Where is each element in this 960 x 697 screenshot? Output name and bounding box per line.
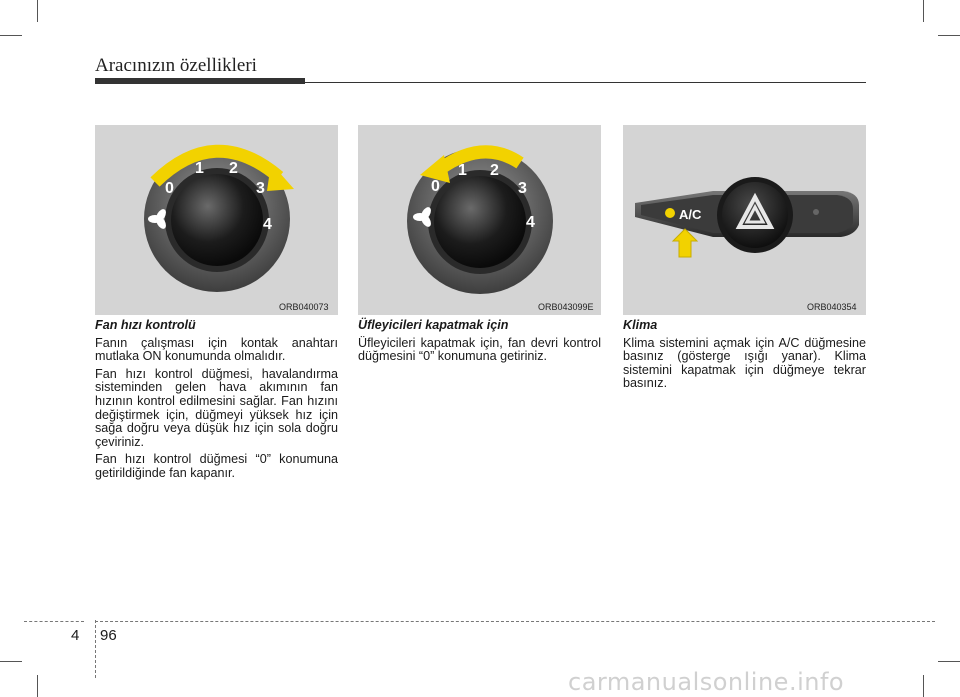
crop-mark [938,661,960,662]
dial-label-2: 2 [229,160,238,177]
crop-mark [0,35,22,36]
column-air-conditioning [623,319,866,395]
column-blower-off [358,319,601,368]
paragraph: Üfleyicileri kapatmak için, fan devri kontrol düğmesini “0” konumuna getiriniz. [358,335,601,364]
dial-label-2: 2 [490,162,499,179]
crop-mark [37,0,38,22]
footer-dashed-rule [24,621,84,622]
figure-code: ORB040354 [807,302,857,312]
column-fan-speed [95,319,338,485]
paragraph: Fan hızı kontrol düğmesi “0” konumuna getirildiğinde fan kapanır. [95,452,338,480]
dial-label-4: 4 [263,216,272,233]
fan-dial-illustration [358,125,601,315]
section-number: 4 [71,627,80,644]
paragraph: Fanın çalışması için kontak anahtarı mutlaka ON konumunda olmalıdır. [95,335,338,364]
watermark: carmanualsonline.info [568,668,845,696]
footer-dashed-divider [95,620,96,678]
section-heading: Üfleyicileri kapatmak için [358,318,509,332]
crop-mark [938,35,960,36]
dial-label-0: 0 [165,180,174,197]
paragraph: Klima sistemini açmak için A/C düğmesine basınız (gösterge ışığı yanar). Klima sistemini kapatmak için düğmeye tekrar basınız. [623,335,866,391]
figure-fan-speed [95,125,338,315]
ac-button-label: A/C [679,207,702,222]
figure-ac-button [623,125,866,315]
dial-label-4: 4 [526,214,535,231]
section-heading: Klima [623,318,658,332]
page-header-title: Aracınızın özellikleri [95,55,257,76]
figure-code: ORB043099E [538,302,594,312]
ac-panel-illustration [623,125,866,315]
hazard-button [722,182,788,248]
ac-indicator-light-icon [665,208,675,218]
figure-blower-off [358,125,601,315]
dial-label-3: 3 [256,180,265,197]
dial-label-0: 0 [431,178,440,195]
footer-dashed-rule [95,621,935,622]
figure-code: ORB040073 [279,302,329,312]
section-heading: Fan hızı kontrolü [95,318,196,332]
up-arrow-icon [673,229,697,257]
crop-mark [0,661,22,662]
indicator-dot [813,209,819,215]
header-rule-thick [95,78,305,84]
paragraph: Fan hızı kontrol düğmesi, havalandırma sisteminden gelen hava akımının fan hızının kontrol edilmesini sağlar. Fan hızını değiştirmek için, düğmeyi yüksek hız için sağa doğru veya düşük hız için sola doğru çeviriniz. [95,366,338,449]
crop-mark [923,675,924,697]
crop-mark [37,675,38,697]
dial-label-1: 1 [195,160,204,177]
dial-knob [434,176,526,268]
dial-label-3: 3 [518,180,527,197]
page-number: 96 [100,627,117,644]
dial-label-1: 1 [458,162,467,179]
dial-knob [171,174,263,266]
fan-dial-illustration [95,125,338,315]
header-rule-thin [305,82,866,83]
crop-mark [923,0,924,22]
arrow-head-icon [267,163,294,191]
